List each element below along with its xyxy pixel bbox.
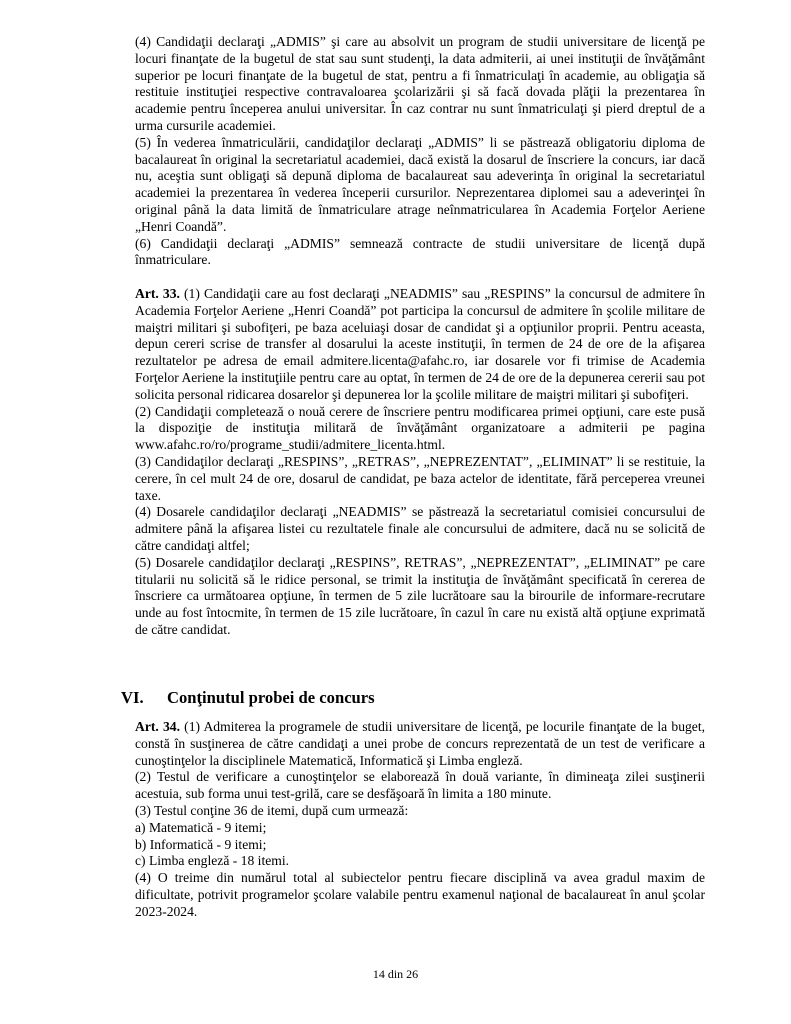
article-34-label: Art. 34.	[135, 719, 180, 734]
article-33	[135, 286, 705, 639]
article-33-paragraph-2: (2) Candidaţii completează o nouă cerere de înscriere pentru modificarea primei opţiuni, care este pusă la dispoziţie de instituţia militară de învăţământ organizatoare a admiterii pe pagina www.afahc.ro/ro/programe_studii/admitere_licenta.html.	[135, 403, 705, 453]
section-title: Conţinutul probei de concurs	[167, 688, 375, 707]
article-34-paragraph-1	[135, 719, 705, 769]
admis-paragraphs	[135, 34, 705, 269]
article-33-text-1: (1) Candidaţii care au fost declaraţi „NEADMIS” sau „RESPINS” la concursul de admitere în Academia Forţelor Aeriene „Henri Coandă” pot participa la concursul de admitere în şcolile militare de maiştri militari şi subofiţeri, pe baza aceluiaşi dosar de candidat şi a opţiunilor proprii. Pentru aceasta, depun cereri scrise de transfer al dosarului la aceste instituţii, în termen de 24 de ore de la afişarea rezultatelor pe adresa de email admitere.licenta@afahc.ro, iar dosarele vor fi trimise de Academia Forţelor Aeriene la instituţiile pentru care au optat, în termen de 24 de ore de la depunerea cererii sau pot solicita personal ridicarea dosarelor şi depunerea lor la şcolile militare de maiştri militari şi subofiţeri.	[135, 286, 706, 402]
article-34-text-1: (1) Admiterea la programele de studii universitare de licenţă, pe locurile finanţate de la buget, constă în susţinerea de către candidaţi a unei probe de concurs reprezentată de un test de verificare a cunoştinţelor la disciplinele Matematică, Informatică şi Limba engleză.	[135, 719, 705, 768]
paragraph-admis-5: (5) În vederea înmatriculării, candidaţilor declaraţi „ADMIS” li se păstrează obligatoriu diploma de bacalaureat în original la secretariatul academiei, dacă există la dosarul de înscriere la concurs, iar dacă nu, aceştia sunt obligaţi să depună diploma de bacalaureat sau adeverinţa în original la secretariatul academiei la prezentarea în vederea începerii cursurilor. Neprezentarea diplomei sau a adeverinţei în original până la data limită de înmatriculare atrage neînmatricularea în Academia Forţelor Aeriene „Henri Coandă”.	[135, 134, 705, 234]
article-34-paragraph-4: (4) O treime din numărul total al subiectelor pentru fiecare disciplină va avea gradul maxim de dificultate, potrivit programelor şcolare valabile pentru examenul naţional de bacalaureat în anul şcolar 2023-2024.	[135, 870, 705, 919]
article-33-paragraph-4: (4) Dosarele candidaţilor declaraţi „NEADMIS” se păstrează la secretariatul comisiei concursului de admitere până la afişarea listei cu rezultatele finale ale concursului de admitere, dacă nu se solicită de către candidaţi altfel;	[135, 504, 705, 553]
article-34-paragraph-3: (3) Testul conţine 36 de itemi, după cum urmează:	[135, 802, 409, 818]
list-item-limba-engleza: c) Limba engleză - 18 itemi.	[135, 853, 289, 869]
section-heading	[121, 688, 721, 708]
article-33-paragraph-5: (5) Dosarele candidaţilor declaraţi „RESPINS”, RETRAS”, „NEPREZENTAT”, „ELIMINAT” pe care titularii nu solicită să le ridice personal, se trimit la instituţia de învăţământ specificată în cererea de înscriere ca următoarea opţiune, în termen de 5 zile lucrătoare sau la birourile de informare-recrutare unde au fost întocmite, în termen de 15 zile lucrătoare, în cazul în care nu există altă opţiune exprimată de către candidat.	[135, 554, 705, 637]
article-34-paragraph-2: (2) Testul de verificare a cunoştinţelor se elaborează în două variante, în dimineaţa zilei susţinerii acestuia, sub forma unui test-grilă, care se desfăşoară în limita a 180 minute.	[135, 769, 705, 802]
list-item-matematica: a) Matematică - 9 itemi;	[135, 819, 267, 835]
paragraph-admis-6: (6) Candidaţii declaraţi „ADMIS” semnează contracte de studii universitare de licenţă după înmatriculare.	[135, 235, 705, 268]
article-33-paragraph-1	[135, 286, 705, 404]
article-33-label: Art. 33.	[135, 286, 180, 301]
section-number: VI.	[121, 688, 144, 707]
article-34	[135, 719, 705, 921]
list-item-informatica: b) Informatică - 9 itemi;	[135, 836, 267, 852]
paragraph-admis-4: (4) Candidaţii declaraţi „ADMIS” şi care au absolvit un program de studii universitare de licenţă pe locuri finanţate de la bugetul de stat sau sunt studenţi, la data admiterii, ai unei instituţii de învăţământ superior pe locuri finanţate de la bugetul de stat, pentru a fi înmatriculaţi în academie, au obligaţia să restituie instituţiei respective contravaloarea şcolarizării şi să facă dovada plăţii la prezentarea în academie pentru începerea anului universitar. În caz contrar nu sunt înmatriculaţi şi pierd dreptul de a urma cursurile academiei.	[135, 34, 705, 133]
article-33-paragraph-3: (3) Candidaţilor declaraţi „RESPINS”, „RETRAS”, „NEPREZENTAT”, „ELIMINAT” li se restituie, la cerere, în cel mult 24 de ore, dosarul de candidat, pe baza actelor de identitate, fără perceperea vreunei taxe.	[135, 453, 705, 503]
page-number: 14 din 26	[372, 967, 419, 981]
